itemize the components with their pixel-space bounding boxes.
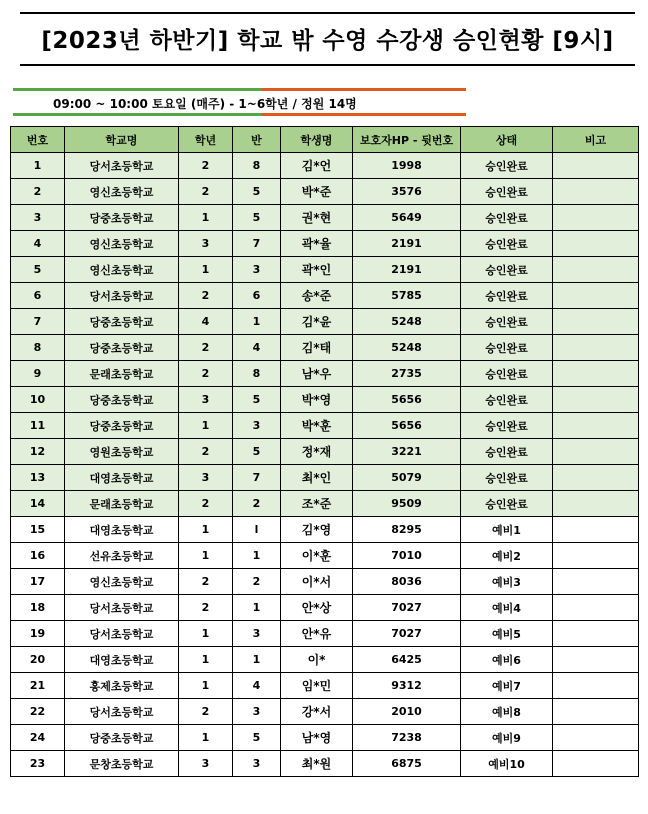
cell-note	[553, 569, 639, 595]
cell-guardian-phone: 5649	[353, 205, 461, 231]
cell-student: 송*준	[281, 283, 353, 309]
cell-guardian-phone: 5248	[353, 309, 461, 335]
cell-grade: 1	[179, 205, 233, 231]
cell-student: 최*인	[281, 465, 353, 491]
header-student: 학생명	[281, 127, 353, 153]
table-row	[11, 283, 639, 309]
cell-school: 영신초등학교	[65, 231, 179, 257]
title-rule-bottom	[20, 64, 635, 66]
cell-guardian-phone: 2191	[353, 231, 461, 257]
cell-class: 3	[233, 413, 281, 439]
cell-note	[553, 413, 639, 439]
cell-number: 6	[11, 283, 65, 309]
table-row	[11, 569, 639, 595]
cell-student: 안*상	[281, 595, 353, 621]
cell-note	[553, 361, 639, 387]
cell-status: 예비3	[461, 569, 553, 595]
cell-school: 홍제초등학교	[65, 673, 179, 699]
cell-number: 3	[11, 205, 65, 231]
cell-number: 12	[11, 439, 65, 465]
cell-status: 승인완료	[461, 335, 553, 361]
cell-school: 대영초등학교	[65, 465, 179, 491]
cell-note	[553, 205, 639, 231]
table-row	[11, 647, 639, 673]
cell-note	[553, 647, 639, 673]
cell-class: 3	[233, 621, 281, 647]
cell-number: 4	[11, 231, 65, 257]
cell-number: 21	[11, 673, 65, 699]
table-row	[11, 335, 639, 361]
cell-student: 최*원	[281, 751, 353, 777]
table-row	[11, 491, 639, 517]
table-row	[11, 465, 639, 491]
table-row	[11, 413, 639, 439]
cell-school: 당중초등학교	[65, 335, 179, 361]
cell-school: 대영초등학교	[65, 647, 179, 673]
cell-grade: 3	[179, 751, 233, 777]
schedule-bar-bottom-rule	[13, 113, 466, 116]
cell-guardian-phone: 9312	[353, 673, 461, 699]
cell-student: 남*우	[281, 361, 353, 387]
table-row	[11, 543, 639, 569]
cell-guardian-phone: 7010	[353, 543, 461, 569]
cell-note	[553, 179, 639, 205]
cell-status: 예비7	[461, 673, 553, 699]
cell-class: 3	[233, 257, 281, 283]
cell-class: 2	[233, 491, 281, 517]
cell-grade: 2	[179, 491, 233, 517]
cell-note	[553, 465, 639, 491]
cell-guardian-phone: 5785	[353, 283, 461, 309]
cell-school: 당서초등학교	[65, 699, 179, 725]
cell-student: 김*영	[281, 517, 353, 543]
cell-status: 승인완료	[461, 387, 553, 413]
header-status: 상태	[461, 127, 553, 153]
cell-school: 영신초등학교	[65, 569, 179, 595]
table-row	[11, 621, 639, 647]
cell-student: 곽*율	[281, 231, 353, 257]
cell-class: 8	[233, 361, 281, 387]
cell-student: 이*	[281, 647, 353, 673]
cell-number: 7	[11, 309, 65, 335]
table-row	[11, 309, 639, 335]
cell-grade: 3	[179, 231, 233, 257]
cell-guardian-phone: 5079	[353, 465, 461, 491]
header-guardian-phone: 보호자HP - 뒷번호	[353, 127, 461, 153]
cell-note	[553, 725, 639, 751]
cell-note	[553, 387, 639, 413]
cell-status: 예비10	[461, 751, 553, 777]
cell-status: 승인완료	[461, 205, 553, 231]
cell-class: 6	[233, 283, 281, 309]
table-body	[11, 153, 639, 777]
cell-grade: 2	[179, 595, 233, 621]
cell-class: 1	[233, 647, 281, 673]
cell-grade: 3	[179, 387, 233, 413]
cell-number: 20	[11, 647, 65, 673]
table-row	[11, 257, 639, 283]
cell-note	[553, 517, 639, 543]
cell-school: 당서초등학교	[65, 153, 179, 179]
cell-number: 23	[11, 751, 65, 777]
cell-student: 김*윤	[281, 309, 353, 335]
cell-school: 당중초등학교	[65, 413, 179, 439]
cell-class: 3	[233, 751, 281, 777]
cell-grade: 1	[179, 673, 233, 699]
cell-guardian-phone: 5656	[353, 387, 461, 413]
cell-grade: 2	[179, 439, 233, 465]
cell-number: 11	[11, 413, 65, 439]
table-row	[11, 179, 639, 205]
cell-guardian-phone: 2735	[353, 361, 461, 387]
cell-status: 승인완료	[461, 257, 553, 283]
schedule-text: 09:00 ~ 10:00 토요일 (매주) - 1~6학년 / 정원 14명	[53, 97, 357, 111]
cell-grade: 2	[179, 335, 233, 361]
cell-note	[553, 153, 639, 179]
cell-school: 당서초등학교	[65, 283, 179, 309]
table-row	[11, 595, 639, 621]
cell-number: 10	[11, 387, 65, 413]
table-row	[11, 699, 639, 725]
cell-grade: 1	[179, 543, 233, 569]
cell-class: 1	[233, 309, 281, 335]
cell-grade: 2	[179, 283, 233, 309]
cell-grade: 2	[179, 153, 233, 179]
cell-school: 영원초등학교	[65, 439, 179, 465]
cell-status: 승인완료	[461, 283, 553, 309]
cell-guardian-phone: 6425	[353, 647, 461, 673]
table-header-row	[11, 127, 639, 153]
header-grade: 학년	[179, 127, 233, 153]
cell-student: 조*준	[281, 491, 353, 517]
cell-guardian-phone: 9509	[353, 491, 461, 517]
cell-status: 예비9	[461, 725, 553, 751]
cell-status: 승인완료	[461, 309, 553, 335]
cell-school: 당중초등학교	[65, 387, 179, 413]
cell-student: 강*서	[281, 699, 353, 725]
cell-class: 3	[233, 699, 281, 725]
cell-status: 승인완료	[461, 179, 553, 205]
schedule-bar-top-rule	[13, 88, 466, 91]
cell-student: 김*태	[281, 335, 353, 361]
cell-status: 예비8	[461, 699, 553, 725]
cell-grade: 3	[179, 465, 233, 491]
cell-status: 예비6	[461, 647, 553, 673]
cell-note	[553, 283, 639, 309]
cell-school: 선유초등학교	[65, 543, 179, 569]
cell-student: 이*훈	[281, 543, 353, 569]
cell-class: 1	[233, 595, 281, 621]
cell-student: 이*서	[281, 569, 353, 595]
cell-class: 8	[233, 153, 281, 179]
cell-note	[553, 621, 639, 647]
cell-note	[553, 673, 639, 699]
cell-school: 대영초등학교	[65, 517, 179, 543]
cell-student: 남*영	[281, 725, 353, 751]
cell-class: 5	[233, 439, 281, 465]
cell-grade: 1	[179, 725, 233, 751]
cell-student: 임*민	[281, 673, 353, 699]
cell-number: 15	[11, 517, 65, 543]
cell-grade: 2	[179, 179, 233, 205]
cell-note	[553, 335, 639, 361]
cell-guardian-phone: 6875	[353, 751, 461, 777]
cell-number: 5	[11, 257, 65, 283]
cell-student: 박*영	[281, 387, 353, 413]
cell-grade: 1	[179, 517, 233, 543]
cell-grade: 1	[179, 621, 233, 647]
cell-status: 예비5	[461, 621, 553, 647]
cell-number: 22	[11, 699, 65, 725]
cell-guardian-phone: 7027	[353, 621, 461, 647]
cell-note	[553, 257, 639, 283]
cell-grade: 1	[179, 647, 233, 673]
cell-number: 17	[11, 569, 65, 595]
title-rule-top	[20, 12, 635, 14]
cell-number: 8	[11, 335, 65, 361]
cell-guardian-phone: 8036	[353, 569, 461, 595]
cell-guardian-phone: 3221	[353, 439, 461, 465]
cell-note	[553, 699, 639, 725]
cell-school: 문래초등학교	[65, 491, 179, 517]
cell-number: 19	[11, 621, 65, 647]
cell-school: 당중초등학교	[65, 725, 179, 751]
header-note: 비고	[553, 127, 639, 153]
cell-guardian-phone: 5248	[353, 335, 461, 361]
cell-guardian-phone: 2191	[353, 257, 461, 283]
cell-number: 2	[11, 179, 65, 205]
cell-status: 예비1	[461, 517, 553, 543]
cell-guardian-phone: 3576	[353, 179, 461, 205]
cell-status: 승인완료	[461, 361, 553, 387]
cell-status: 승인완료	[461, 465, 553, 491]
cell-number: 1	[11, 153, 65, 179]
cell-number: 13	[11, 465, 65, 491]
table-row	[11, 725, 639, 751]
cell-school: 문래초등학교	[65, 361, 179, 387]
cell-guardian-phone: 7027	[353, 595, 461, 621]
cell-student: 곽*인	[281, 257, 353, 283]
cell-number: 16	[11, 543, 65, 569]
cell-number: 24	[11, 725, 65, 751]
header-school: 학교명	[65, 127, 179, 153]
cell-status: 예비2	[461, 543, 553, 569]
cell-note	[553, 439, 639, 465]
table-row	[11, 517, 639, 543]
cell-note	[553, 595, 639, 621]
cell-class: 4	[233, 673, 281, 699]
header-class: 반	[233, 127, 281, 153]
cell-student: 권*현	[281, 205, 353, 231]
cell-guardian-phone: 8295	[353, 517, 461, 543]
cell-class: 1	[233, 543, 281, 569]
cell-class: l	[233, 517, 281, 543]
roster-table	[10, 126, 639, 777]
cell-student: 박*훈	[281, 413, 353, 439]
cell-class: 5	[233, 179, 281, 205]
cell-status: 승인완료	[461, 491, 553, 517]
cell-guardian-phone: 7238	[353, 725, 461, 751]
cell-guardian-phone: 2010	[353, 699, 461, 725]
cell-student: 박*준	[281, 179, 353, 205]
cell-school: 영신초등학교	[65, 179, 179, 205]
cell-grade: 4	[179, 309, 233, 335]
cell-school: 문창초등학교	[65, 751, 179, 777]
cell-number: 9	[11, 361, 65, 387]
cell-school: 당중초등학교	[65, 205, 179, 231]
cell-grade: 1	[179, 413, 233, 439]
cell-note	[553, 309, 639, 335]
cell-school: 영신초등학교	[65, 257, 179, 283]
cell-status: 승인완료	[461, 231, 553, 257]
cell-guardian-phone: 1998	[353, 153, 461, 179]
cell-grade: 1	[179, 257, 233, 283]
cell-note	[553, 543, 639, 569]
cell-student: 김*언	[281, 153, 353, 179]
table-row	[11, 361, 639, 387]
cell-note	[553, 231, 639, 257]
cell-status: 예비4	[461, 595, 553, 621]
page-title: [2023년 하반기] 학교 밖 수영 수강생 승인현황 [9시]	[41, 28, 614, 54]
cell-grade: 2	[179, 569, 233, 595]
table-row	[11, 439, 639, 465]
cell-class: 5	[233, 387, 281, 413]
cell-class: 4	[233, 335, 281, 361]
table-row	[11, 387, 639, 413]
cell-status: 승인완료	[461, 439, 553, 465]
cell-school: 당서초등학교	[65, 595, 179, 621]
cell-student: 안*유	[281, 621, 353, 647]
table-row	[11, 751, 639, 777]
cell-class: 7	[233, 231, 281, 257]
cell-school: 당중초등학교	[65, 309, 179, 335]
cell-status: 승인완료	[461, 413, 553, 439]
title-banner	[20, 12, 635, 66]
cell-class: 5	[233, 725, 281, 751]
cell-note	[553, 751, 639, 777]
cell-class: 5	[233, 205, 281, 231]
cell-guardian-phone: 5656	[353, 413, 461, 439]
cell-grade: 2	[179, 361, 233, 387]
cell-student: 정*재	[281, 439, 353, 465]
cell-status: 승인완료	[461, 153, 553, 179]
table-row	[11, 673, 639, 699]
cell-note	[553, 491, 639, 517]
cell-school: 당서초등학교	[65, 621, 179, 647]
table-row	[11, 153, 639, 179]
cell-class: 2	[233, 569, 281, 595]
cell-number: 14	[11, 491, 65, 517]
header-number: 번호	[11, 127, 65, 153]
cell-number: 18	[11, 595, 65, 621]
cell-grade: 2	[179, 699, 233, 725]
table-row	[11, 205, 639, 231]
cell-class: 7	[233, 465, 281, 491]
schedule-bar	[13, 88, 466, 116]
table-row	[11, 231, 639, 257]
